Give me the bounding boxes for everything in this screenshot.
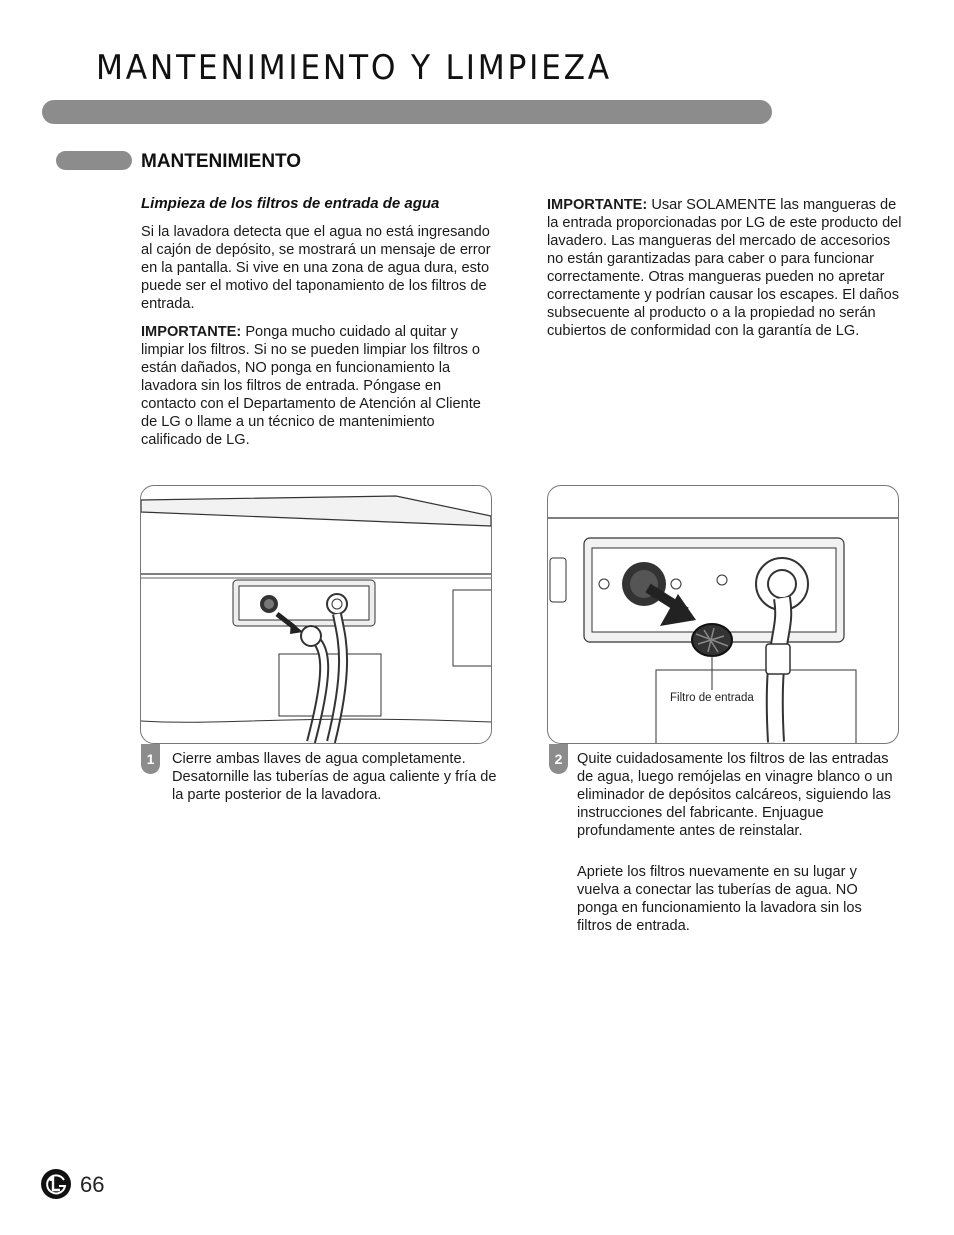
important-text: Ponga mucho cuidado al quitar y limpiar los filtros. Si no se pueden limpiar los filtros o están dañados, NO ponga en funcionamiento la lavadora sin los filtros de entrada. Póngase en contacto con el Departamento de Atención al Cliente de LG o llame a un técnico de mantenimiento calificado de LG. <box>141 324 481 448</box>
important-note-left <box>141 323 481 449</box>
washer-back-illustration <box>141 486 491 743</box>
header-bar <box>42 100 772 124</box>
page-title: MANTENIMIENTO Y LIMPIEZA <box>96 48 612 88</box>
figure-step-2 <box>547 485 899 744</box>
section-title: MANTENIMIENTO <box>141 151 302 172</box>
lg-logo-icon <box>40 1168 72 1200</box>
important-note-right <box>547 196 907 340</box>
step-2-text: Quite cuidadosamente los filtros de las entradas de agua, luego remójelas en vinagre blanco o un eliminador de depósitos calcáreos, siguiendo las instrucciones del fabricante. Enjuague profundamente antes de reinstalar. <box>577 751 893 839</box>
important-label: IMPORTANTE: <box>141 324 242 340</box>
filter-callout-label: Filtro de entrada <box>670 692 754 704</box>
important-text: Usar SOLAMENTE las mangueras de la entrada proporcionadas por LG de este producto del lavadero. Las mangueras del mercado de accesorios no están garantizadas para caber o para funcionar correctamente. Otras mangueras pueden no apretar correctamente y podrían causar los escapes. El daños subsecuente al producto o a la propiedad no serán cubiertos de conformidad con la garantía de LG. <box>547 197 902 339</box>
filter-icon <box>692 624 732 656</box>
section-subtitle: Limpieza de los filtros de entrada de agua <box>141 195 440 212</box>
section-marker <box>56 151 132 170</box>
step-1-text: Cierre ambas llaves de agua completamente. Desatornille las tuberías de agua caliente y fría de la parte posterior de la lavadora. <box>172 751 497 803</box>
important-label: IMPORTANTE: <box>547 197 648 213</box>
figure-step-1 <box>140 485 492 744</box>
inlet-filter-illustration <box>548 486 898 743</box>
step-1-badge: 1 <box>141 744 160 774</box>
step-2-badge: 2 <box>549 744 568 774</box>
step-2-text-continued: Apriete los filtros nuevamente en su lugar y vuelva a conectar las tuberías de agua. NO ponga en funcionamiento la lavadora sin los filtros de entrada. <box>577 864 862 934</box>
intro-paragraph: Si la lavadora detecta que el agua no está ingresando al cajón de depósito, se mostrará un mensaje de error en la pantalla. Si vive en una zona de agua dura, esto puede ser el motivo del taponamiento de los filtros de entrada. <box>141 224 491 312</box>
page-number: 66 <box>80 1172 105 1197</box>
